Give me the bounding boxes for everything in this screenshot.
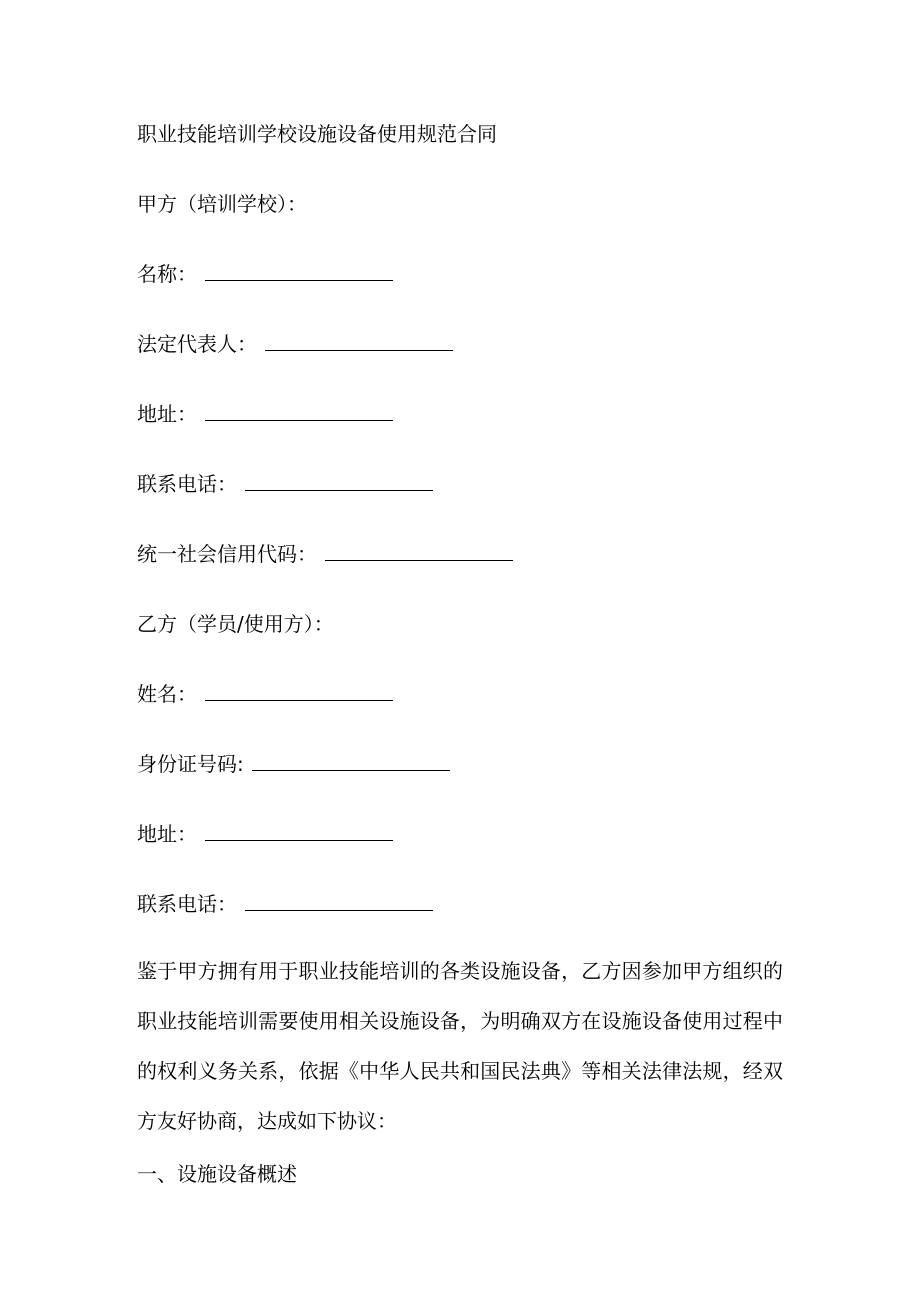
field-label: 身份证号码: [137, 752, 244, 776]
field-label: 地址： [137, 402, 197, 426]
party-b-heading: 乙方（学员/使用方）： [137, 612, 334, 636]
party-b-name-field [137, 680, 393, 708]
preamble-paragraph: 鉴于甲方拥有用于职业技能培训的各类设施设备，乙方因参加甲方组织的职业技能培训需要使用相关设施设备，为明确双方在设施设备使用过程中的权利义务关系，依据《中华人民共和国民法典》等相关法律法规，经双方友好协商，达成如下协议： [137, 959, 783, 1133]
document-title: 职业技能培训学校设施设备使用规范合同 [137, 122, 497, 146]
party-b-id-number-field [137, 750, 450, 778]
party-a-phone-field [137, 470, 433, 498]
field-label: 法定代表人： [137, 332, 257, 356]
party-a-name-field [137, 260, 393, 288]
party-b-address-field [137, 820, 393, 848]
field-label: 名称： [137, 262, 197, 286]
party-b-phone-field [137, 890, 433, 918]
blank-line [245, 890, 433, 911]
field-label: 姓名： [137, 682, 197, 706]
blank-line [252, 750, 450, 771]
blank-line [205, 680, 393, 701]
party-a-credit-code-field [137, 540, 513, 568]
blank-line [205, 400, 393, 421]
blank-line [205, 820, 393, 841]
blank-line [245, 470, 433, 491]
party-a-heading: 甲方（培训学校）： [137, 192, 307, 216]
field-label: 统一社会信用代码： [137, 542, 317, 566]
blank-line [205, 260, 393, 281]
blank-line [265, 330, 453, 351]
field-label: 地址： [137, 822, 197, 846]
field-label: 联系电话： [137, 892, 237, 916]
section-1-heading: 一、设施设备概述 [137, 1162, 297, 1186]
field-label: 联系电话： [137, 472, 237, 496]
party-a-legal-rep-field [137, 330, 453, 358]
party-a-address-field [137, 400, 393, 428]
blank-line [325, 540, 513, 561]
